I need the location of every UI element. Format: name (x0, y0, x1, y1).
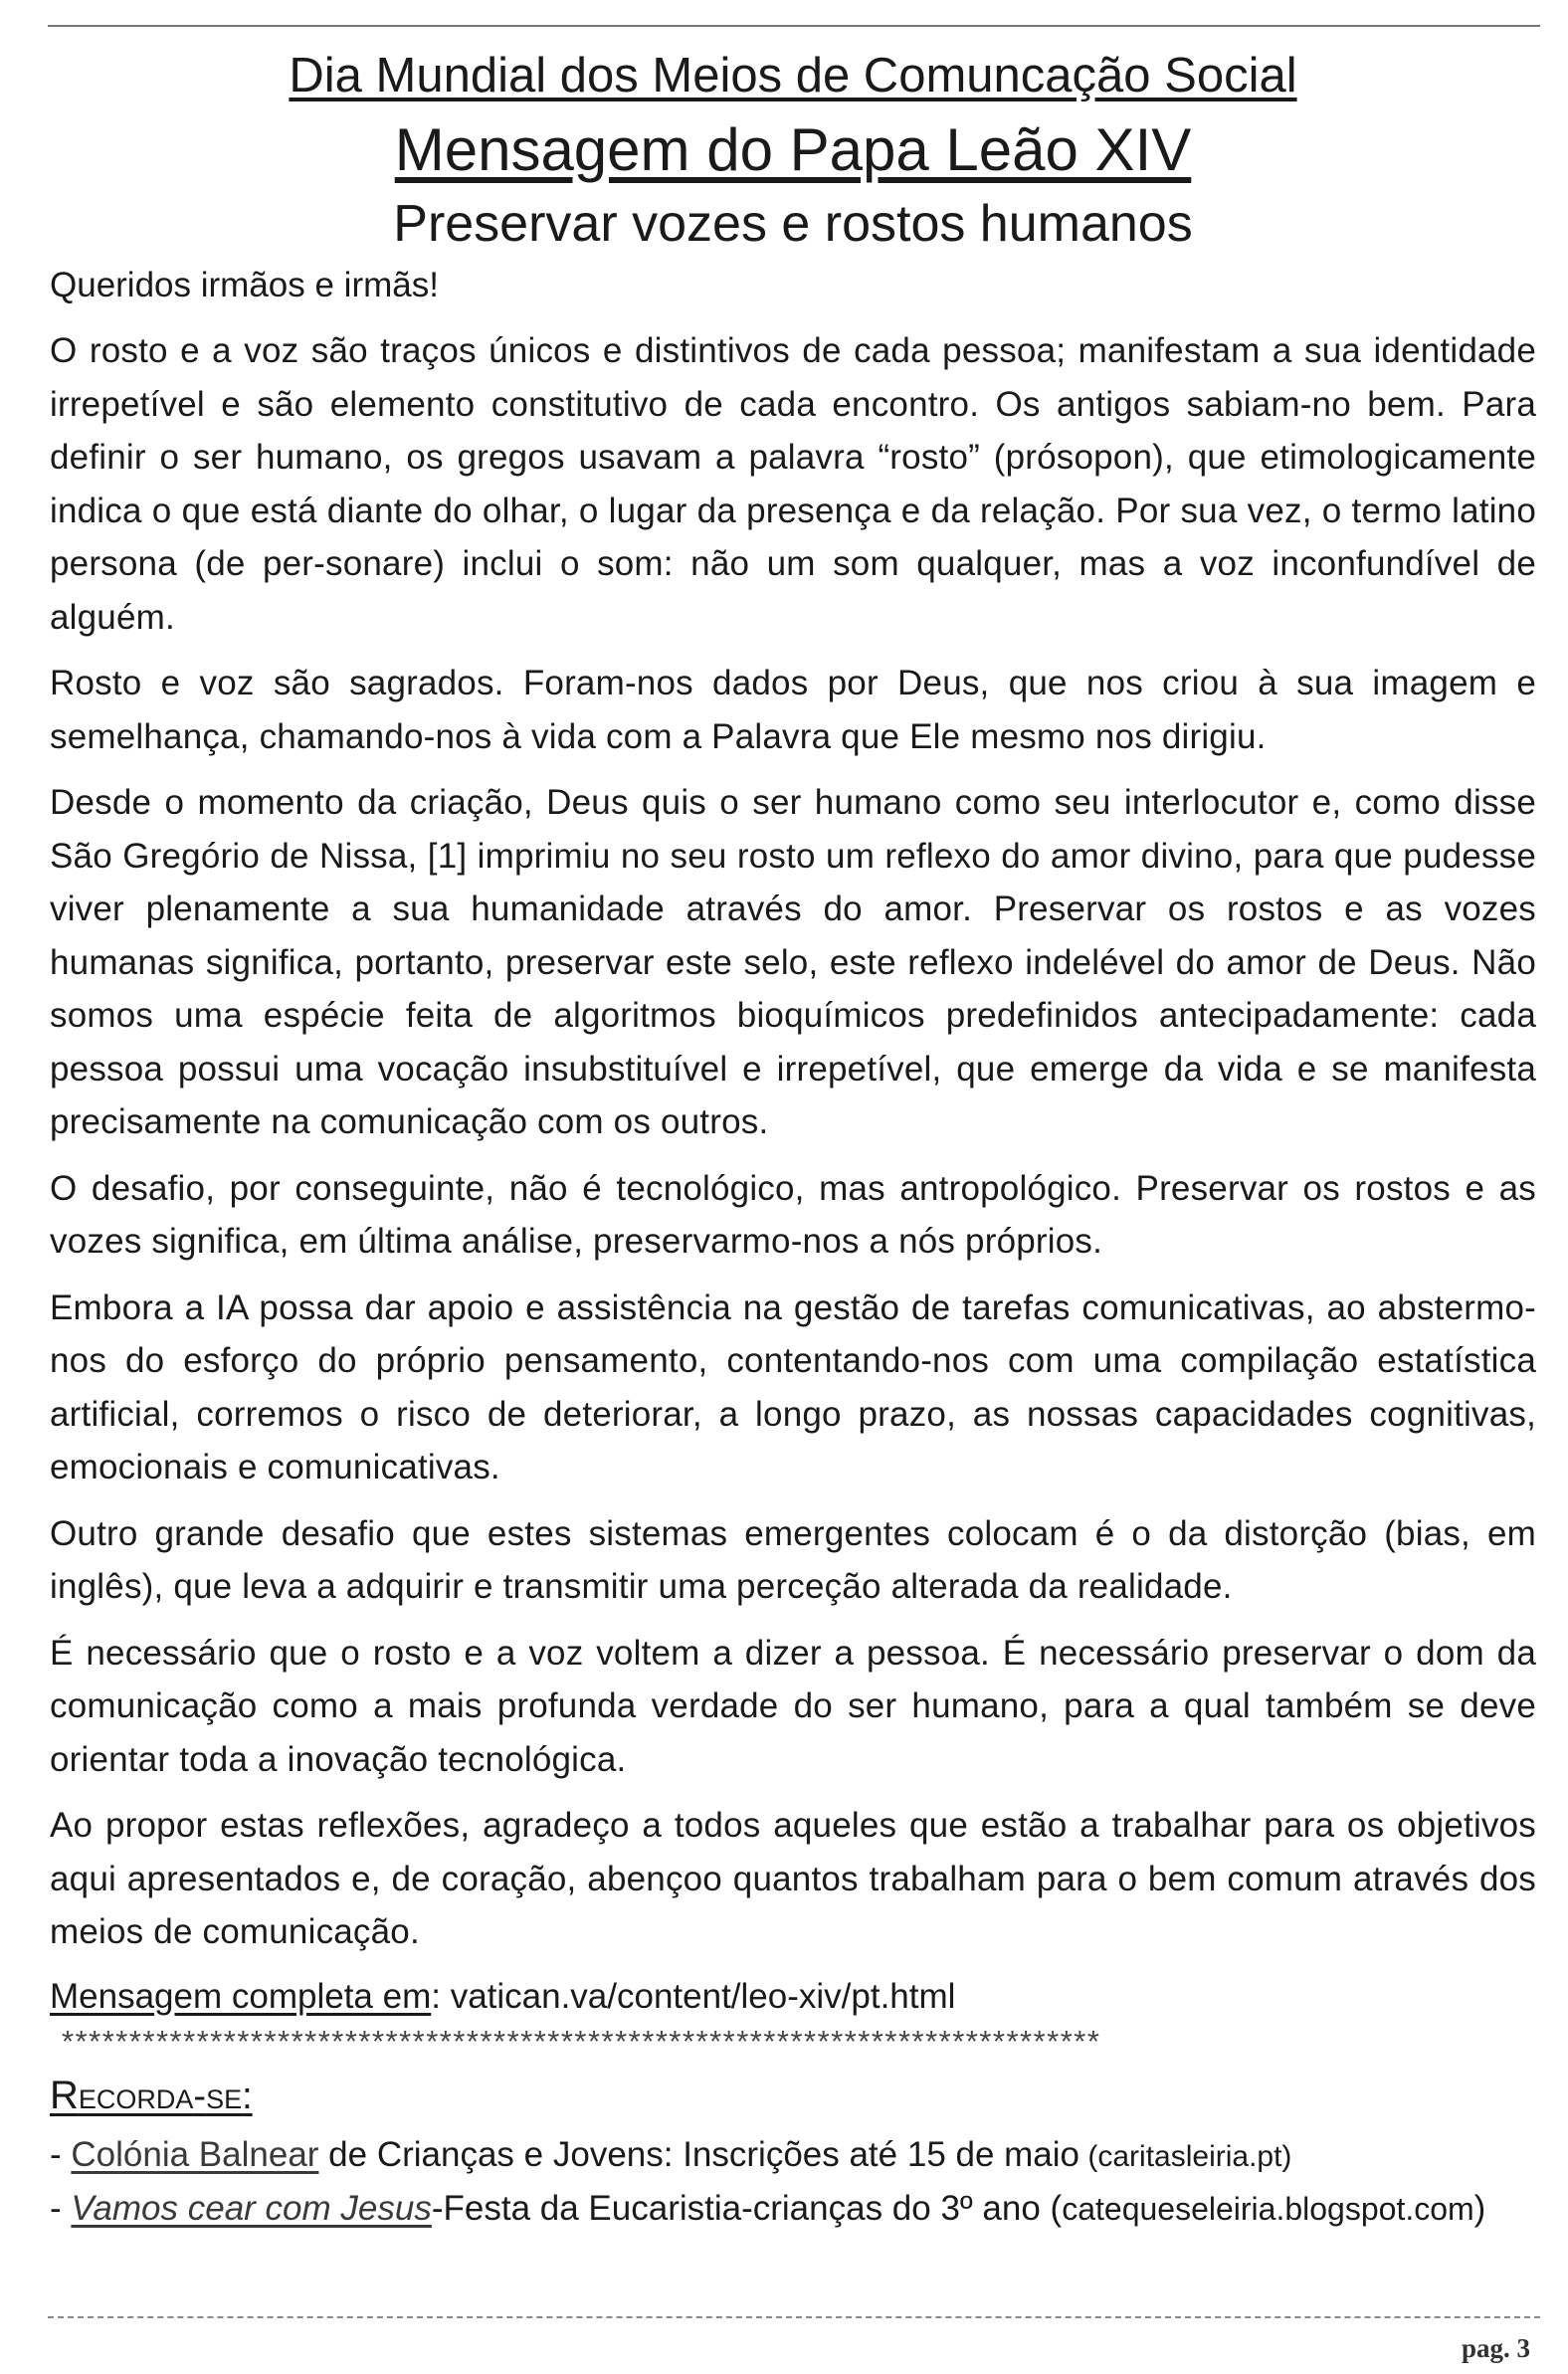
reminder-item (50, 2129, 1536, 2183)
reminder-prefix: - (50, 2188, 72, 2228)
reminder-text: -Festa da Eucaristia-crianças do 3º ano ( (431, 2188, 1063, 2228)
recorda-se: SE (206, 2083, 243, 2114)
paragraph-1: O rosto e a voz são traços únicos e distintivos de cada pessoa; manifestam a sua identidade irrepetível e são elemento constitutivo de cada encontro. Os antigos sabiam-no bem. Para definir o ser humano, os gregos usavam a palavra “rosto” (prósopon), que etimologicamente indica o que está diante do olhar, o lugar da presença e da relação. Por sua vez, o termo latino persona (de per-sonare) inclui o som: não um som qualquer, mas a voz inconfundível de alguém. (50, 331, 1536, 637)
full-message-line (50, 1972, 1536, 2022)
recorda-word: ECORDA (78, 2083, 194, 2114)
paragraph-2: Rosto e voz são sagrados. Foram-nos dados por Deus, que nos criou à sua imagem e semelhança, chamando-nos à vida com a Palavra que Ele mesmo nos dirigiu. (50, 664, 1536, 756)
recorda-dash: - (193, 2075, 207, 2117)
asterisk-separator: ***************************************************************************** (62, 2023, 1101, 2059)
recorda-heading (50, 2070, 1536, 2125)
message-title: Mensagem do Papa Leão XIV (394, 116, 1192, 183)
full-message-label: Mensagem completa em (50, 1976, 432, 2016)
reminder-source: (caritasleiria.pt) (1079, 2139, 1292, 2173)
full-message-separator: : (431, 1976, 451, 2016)
paragraph-5: Embora a IA possa dar apoio e assistência na gestão de tarefas comunicativas, ao abstermo-nos do esforço do próprio pensamento, contentando-nos com uma compilação estatística artificial, corremos o risco de deteriorar, a longo prazo, as nossas capacidades cognitivas, emocionais e comunicativas. (50, 1287, 1536, 1486)
event-title: Dia Mundial dos Meios de Comuncação Social (289, 49, 1297, 102)
paragraph-3: Desde o momento da criação, Deus quis o ser humano como seu interlocutor e, como disse São Gregório de Nissa, [1] imprimiu no seu rosto um reflexo do amor divino, para que pudesse viver plenamente a sua humanidade através do amor. Preservar os rostos e as vozes humanas significa, portanto, preservar este selo, este reflexo indelével do amor de Deus. Não somos uma espécie feita de algoritmos bioquímicos predefinidos antecipadamente: cada pessoa possui uma vocação insubstituível e irrepetível, que emerge da vida e se manifesta precisamente na comunicação com os outros. (50, 783, 1536, 1141)
greeting: Queridos irmãos e irmãs! (50, 266, 439, 304)
vamos-cear-link[interactable]: Vamos cear com Jesus (71, 2188, 432, 2228)
message-subtitle: Preservar vozes e rostos humanos (393, 195, 1193, 253)
full-message-link[interactable]: vatican.va/content/leo-xiv/pt.html (450, 1976, 956, 2016)
colonia-balnear-link[interactable]: Colónia Balnear (71, 2134, 319, 2174)
recorda-colon: : (242, 2075, 253, 2117)
recorda-initial: R (50, 2073, 79, 2117)
main-content (50, 40, 1536, 2235)
reminder-text: de Crianças e Jovens: Inscrições até 15 de maio (318, 2134, 1080, 2174)
paragraph-6: Outro grande desafio que estes sistemas emergentes colocam é o da distorção (bias, em inglês), que leva a adquirir e transmitir uma perceção alterada da realidade. (50, 1513, 1536, 1606)
reminder-source: catequeseleiria.blogspot.com (1062, 2190, 1474, 2227)
bottom-divider (48, 2316, 1540, 2318)
paragraph-4: O desafio, por conseguinte, não é tecnológico, mas antropológico. Preservar os rostos e as vozes significa, em última análise, preservarmo-nos a nós próprios. (50, 1168, 1536, 1261)
reminder-prefix: - (50, 2134, 72, 2174)
paragraph-8: Ao propor estas reflexões, agradeço a todos aqueles que estão a trabalhar para os objetivos aqui apresentados e, de coração, abençoo quantos trabalham para o bem comum através dos meios de comunicação. (50, 1806, 1536, 1951)
top-divider (48, 25, 1540, 27)
page-number: pag. 3 (1461, 2333, 1530, 2363)
reminder-suffix: ) (1473, 2188, 1486, 2228)
paragraph-7: É necessário que o rosto e a voz voltem a dizer a pessoa. É necessário preservar o dom da comunicação como a mais profunda verdade do ser humano, para a qual também se deve orientar toda a inovação tecnológica. (50, 1633, 1536, 1779)
reminder-item (50, 2183, 1536, 2235)
